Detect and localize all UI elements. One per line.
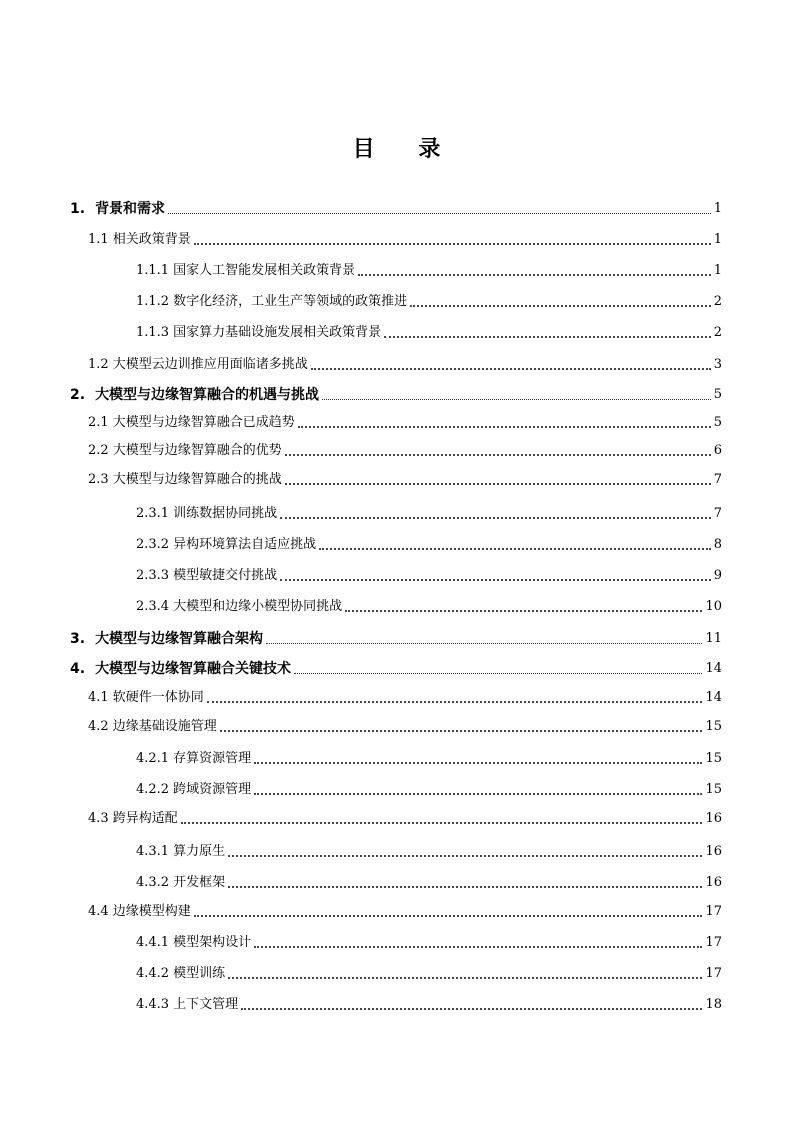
toc-entry-page: 16: [705, 811, 722, 826]
toc-entry[interactable]: [70, 200, 722, 218]
toc-entry[interactable]: [136, 934, 722, 952]
toc-entry-page: 5: [713, 387, 722, 402]
toc-entry-page: 14: [705, 690, 722, 705]
toc-entry-number: 2.3.3: [136, 568, 170, 583]
dot-leader: [319, 548, 711, 550]
toc-entry[interactable]: [88, 471, 722, 489]
toc-entry[interactable]: [70, 660, 722, 678]
toc-entry[interactable]: [88, 718, 722, 736]
dot-leader: [168, 213, 711, 214]
toc-entry-number: 4.4.2: [136, 966, 170, 981]
toc-entry-title: 大模型与边缘智算融合的挑战: [112, 472, 282, 487]
toc-entry-title: 软硬件一体协同: [112, 690, 204, 705]
toc-entry-page: 9: [713, 568, 722, 583]
toc-entry[interactable]: [136, 567, 722, 585]
toc-entry-number: 1.1: [88, 232, 109, 247]
toc-entry-number: 1.1.3: [136, 325, 170, 340]
toc-entry-title: 算力原生: [173, 844, 226, 859]
toc-entry-title: 模型敏捷交付挑战: [173, 568, 278, 583]
toc-entry[interactable]: [136, 874, 722, 892]
toc-entry-title: 存算资源管理: [173, 751, 252, 766]
toc-entry-page: 1: [713, 263, 722, 278]
toc-entry-title: 边缘模型构建: [112, 904, 191, 919]
dot-leader: [228, 977, 702, 979]
toc-entry[interactable]: [136, 750, 722, 768]
toc-entry-title: 大模型与边缘智算融合已成趋势: [112, 415, 295, 430]
toc-entry-page: 16: [705, 875, 722, 890]
toc-entry-title: 大模型与边缘智算融合关键技术: [95, 661, 292, 677]
toc-entry[interactable]: [136, 996, 722, 1014]
dot-leader: [311, 368, 711, 370]
toc-entry[interactable]: [136, 536, 722, 554]
toc-entry-title: 模型架构设计: [173, 935, 252, 950]
toc-entry-number: 2.: [70, 387, 86, 403]
toc-entry-page: 15: [705, 719, 722, 734]
toc-entry-number: 4.4: [88, 904, 109, 919]
toc-entry-title: 跨异构适配: [112, 811, 178, 826]
toc-entry[interactable]: [136, 781, 722, 799]
dot-leader: [241, 1008, 702, 1010]
dot-leader: [181, 822, 703, 824]
toc-entry-page: 17: [705, 935, 722, 950]
toc-entry-page: 17: [705, 904, 722, 919]
toc-entry-page: 15: [705, 751, 722, 766]
toc-entry-number: 1.: [70, 201, 86, 217]
toc-entry-title: 国家算力基础设施发展相关政策背景: [173, 325, 382, 340]
toc-entry-title: 大模型与边缘智算融合的机遇与挑战: [95, 387, 320, 403]
toc-entry-page: 1: [713, 201, 722, 216]
dot-leader: [220, 730, 703, 732]
toc-entry-title: 背景和需求: [95, 201, 166, 217]
toc-entry-title: 大模型与边缘智算融合架构: [95, 631, 264, 647]
toc-entry-page: 10: [705, 599, 722, 614]
dot-leader: [358, 274, 711, 276]
toc-entry-page: 11: [705, 631, 722, 646]
toc-entry-page: 1: [713, 232, 722, 247]
toc-entry-number: 2.3.1: [136, 506, 170, 521]
toc-entry-title: 大模型云边训推应用面临诸多挑战: [112, 357, 308, 372]
toc-entry-page: 6: [713, 443, 722, 458]
toc-entry-page: 3: [713, 357, 722, 372]
toc-entry-page: 2: [713, 294, 722, 309]
toc-entry-title: 数字化经济，工业生产等领域的政策推进: [173, 294, 408, 309]
toc-entry-page: 18: [705, 997, 722, 1012]
dot-leader: [254, 793, 702, 795]
toc-entry[interactable]: [88, 903, 722, 921]
dot-leader: [280, 579, 711, 581]
toc-entry-number: 4.: [70, 661, 86, 677]
toc-entry-title: 开发框架: [173, 875, 226, 890]
dot-leader: [294, 673, 702, 674]
toc-entry-page: 17: [705, 966, 722, 981]
toc-entry-number: 4.2: [88, 719, 109, 734]
toc-entry-page: 8: [713, 537, 722, 552]
dot-leader: [384, 336, 711, 338]
dot-leader: [285, 454, 711, 456]
toc-entry[interactable]: [70, 630, 722, 648]
dot-leader: [285, 483, 711, 485]
toc-entry-number: 4.2.2: [136, 782, 170, 797]
toc-entry[interactable]: [136, 843, 722, 861]
toc-entry-number: 4.3.1: [136, 844, 170, 859]
dot-leader: [266, 643, 702, 644]
toc-entry[interactable]: [70, 386, 722, 404]
toc-entry-number: 3.: [70, 631, 86, 647]
dot-leader: [194, 243, 711, 245]
toc-entry[interactable]: [136, 262, 722, 280]
dot-leader: [228, 886, 702, 888]
toc-entry-title: 大模型和边缘小模型协同挑战: [173, 599, 343, 614]
toc-entry-title: 模型训练: [173, 966, 226, 981]
dot-leader: [228, 855, 702, 857]
toc-entry[interactable]: [88, 356, 722, 374]
toc-entry[interactable]: [136, 293, 722, 311]
toc-entry-number: 4.3: [88, 811, 109, 826]
toc-entry-title: 大模型与边缘智算融合的优势: [112, 443, 282, 458]
toc-entry-number: 2.3.2: [136, 537, 170, 552]
toc-entry-number: 2.1: [88, 415, 109, 430]
toc-entry-page: 7: [713, 506, 722, 521]
toc-entry[interactable]: [88, 231, 722, 249]
toc-entry-number: 1.1.2: [136, 294, 170, 309]
toc-entry[interactable]: [136, 505, 722, 523]
toc-entry-number: 4.3.2: [136, 875, 170, 890]
toc-entry-number: 4.1: [88, 690, 109, 705]
toc-entry-title: 异构环境算法自适应挑战: [173, 537, 317, 552]
toc-entry-page: 15: [705, 782, 722, 797]
toc-entry-number: 4.2.1: [136, 751, 170, 766]
toc-entry-title: 训练数据协同挑战: [173, 506, 278, 521]
toc-entry-number: 2.2: [88, 443, 109, 458]
toc-entry[interactable]: [136, 598, 722, 616]
toc-entry-number: 4.4.1: [136, 935, 170, 950]
toc-entry[interactable]: [136, 965, 722, 983]
dot-leader: [254, 762, 702, 764]
toc-entry-page: 7: [713, 472, 722, 487]
toc-entry-page: 2: [713, 325, 722, 340]
toc-entry-title: 国家人工智能发展相关政策背景: [173, 263, 356, 278]
dot-leader: [280, 517, 711, 519]
dot-leader: [345, 610, 702, 612]
dot-leader: [322, 399, 711, 400]
page-title: 目 录: [352, 137, 459, 162]
toc-entry[interactable]: [136, 324, 722, 342]
toc-entry-number: 2.3: [88, 472, 109, 487]
toc-entry[interactable]: [88, 414, 722, 432]
dot-leader: [254, 946, 702, 948]
toc-entry-number: 2.3.4: [136, 599, 170, 614]
toc-entry-title: 边缘基础设施管理: [112, 719, 217, 734]
toc-entry[interactable]: [88, 689, 722, 707]
dot-leader: [410, 305, 711, 307]
toc-entry-title: 跨域资源管理: [173, 782, 252, 797]
toc-entry-page: 14: [705, 661, 722, 676]
toc-entry-number: 1.2: [88, 357, 109, 372]
toc-entry-number: 4.4.3: [136, 997, 170, 1012]
toc-entry-page: 16: [705, 844, 722, 859]
toc-entry-page: 5: [713, 415, 722, 430]
toc-entry-title: 上下文管理: [173, 997, 239, 1012]
dot-leader: [207, 701, 703, 703]
toc-entry[interactable]: [88, 810, 722, 828]
toc-entry[interactable]: [88, 442, 722, 460]
toc-entry-number: 1.1.1: [136, 263, 170, 278]
toc-entry-title: 相关政策背景: [112, 232, 191, 247]
dot-leader: [194, 915, 703, 917]
dot-leader: [298, 426, 711, 428]
